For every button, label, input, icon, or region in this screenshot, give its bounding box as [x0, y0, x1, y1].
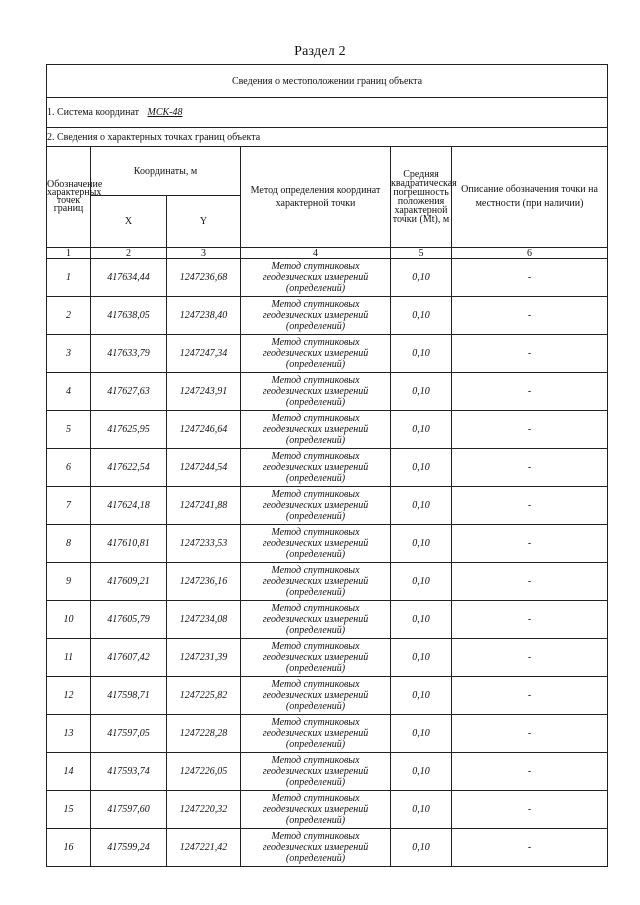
method: Метод спутниковых геодезических измерений (определений)	[241, 639, 391, 677]
header-rmse: Средняя квадратическая погрешность положения характерной точки (Mt), м	[391, 147, 452, 248]
column-number: 3	[167, 248, 241, 259]
coord-x: 417627,63	[91, 373, 167, 411]
table-row	[47, 449, 608, 487]
point-description: -	[452, 259, 608, 297]
coord-x: 417634,44	[91, 259, 167, 297]
coord-y: 1247233,53	[167, 525, 241, 563]
point-description: -	[452, 411, 608, 449]
method: Метод спутниковых геодезических измерений (определений)	[241, 753, 391, 791]
table-row	[47, 639, 608, 677]
rmse-value: 0,10	[391, 525, 452, 563]
rmse-value: 0,10	[391, 601, 452, 639]
method: Метод спутниковых геодезических измерений (определений)	[241, 373, 391, 411]
method: Метод спутниковых геодезических измерений (определений)	[241, 525, 391, 563]
method: Метод спутниковых геодезических измерений (определений)	[241, 335, 391, 373]
method: Метод спутниковых геодезических измерений (определений)	[241, 715, 391, 753]
coord-x: 417609,21	[91, 563, 167, 601]
column-number: 1	[47, 248, 91, 259]
table-title: Сведения о местоположении границ объекта	[47, 65, 608, 98]
point-description: -	[452, 791, 608, 829]
coord-x: 417610,81	[91, 525, 167, 563]
rmse-value: 0,10	[391, 639, 452, 677]
point-description: -	[452, 487, 608, 525]
table-row	[47, 601, 608, 639]
point-description: -	[452, 753, 608, 791]
table-row	[47, 753, 608, 791]
table-row	[47, 829, 608, 867]
coord-y: 1247236,68	[167, 259, 241, 297]
column-number: 2	[91, 248, 167, 259]
point-number: 2	[47, 297, 91, 335]
point-description: -	[452, 297, 608, 335]
method: Метод спутниковых геодезических измерений (определений)	[241, 259, 391, 297]
section-title: Раздел 2	[294, 44, 346, 59]
table-row	[47, 677, 608, 715]
coord-x: 417607,42	[91, 639, 167, 677]
point-description: -	[452, 525, 608, 563]
method: Метод спутниковых геодезических измерений (определений)	[241, 297, 391, 335]
point-number: 14	[47, 753, 91, 791]
coord-y: 1247234,08	[167, 601, 241, 639]
coord-x: 417597,60	[91, 791, 167, 829]
coord-system-value: МСК-48	[147, 107, 183, 118]
coord-x: 417599,24	[91, 829, 167, 867]
rmse-value: 0,10	[391, 563, 452, 601]
point-description: -	[452, 449, 608, 487]
header-method: Метод определения координат характерной точки	[241, 147, 391, 248]
point-number: 9	[47, 563, 91, 601]
method: Метод спутниковых геодезических измерений (определений)	[241, 829, 391, 867]
coord-x: 417633,79	[91, 335, 167, 373]
header-coords: Координаты, м	[91, 147, 241, 196]
point-description: -	[452, 829, 608, 867]
table-row	[47, 791, 608, 829]
column-number: 6	[452, 248, 608, 259]
point-number: 13	[47, 715, 91, 753]
header-index: Обозначение характерных точек границ	[47, 147, 91, 248]
table-row	[47, 335, 608, 373]
rmse-value: 0,10	[391, 487, 452, 525]
method: Метод спутниковых геодезических измерений (определений)	[241, 411, 391, 449]
rmse-value: 0,10	[391, 715, 452, 753]
point-number: 11	[47, 639, 91, 677]
coord-x: 417625,95	[91, 411, 167, 449]
point-number: 1	[47, 259, 91, 297]
coord-y: 1247226,05	[167, 753, 241, 791]
table-row	[47, 525, 608, 563]
point-number: 16	[47, 829, 91, 867]
boundary-table	[46, 64, 608, 867]
point-description: -	[452, 563, 608, 601]
table-row	[47, 373, 608, 411]
coord-y: 1247228,28	[167, 715, 241, 753]
point-number: 4	[47, 373, 91, 411]
method: Метод спутниковых геодезических измерений (определений)	[241, 563, 391, 601]
column-number: 4	[241, 248, 391, 259]
coord-y: 1247241,88	[167, 487, 241, 525]
coord-y: 1247238,40	[167, 297, 241, 335]
coord-y: 1247236,16	[167, 563, 241, 601]
coord-system-label: 1. Система координат	[47, 107, 140, 118]
point-description: -	[452, 601, 608, 639]
point-number: 5	[47, 411, 91, 449]
point-number: 10	[47, 601, 91, 639]
rmse-value: 0,10	[391, 335, 452, 373]
rmse-value: 0,10	[391, 753, 452, 791]
coord-y: 1247231,39	[167, 639, 241, 677]
point-description: -	[452, 639, 608, 677]
method: Метод спутниковых геодезических измерений (определений)	[241, 487, 391, 525]
coord-system-row	[47, 98, 608, 128]
column-number: 5	[391, 248, 452, 259]
coord-y: 1247243,91	[167, 373, 241, 411]
method: Метод спутниковых геодезических измерений (определений)	[241, 677, 391, 715]
rmse-value: 0,10	[391, 829, 452, 867]
rmse-value: 0,10	[391, 297, 452, 335]
column-numbers-row	[47, 248, 608, 259]
table-row	[47, 297, 608, 335]
header-y: Y	[167, 196, 241, 248]
rmse-value: 0,10	[391, 791, 452, 829]
coord-y: 1247247,34	[167, 335, 241, 373]
coord-y: 1247220,32	[167, 791, 241, 829]
header-x: X	[91, 196, 167, 248]
coord-x: 417622,54	[91, 449, 167, 487]
coord-x: 417598,71	[91, 677, 167, 715]
point-number: 12	[47, 677, 91, 715]
table-row	[47, 259, 608, 297]
point-description: -	[452, 335, 608, 373]
table-row	[47, 487, 608, 525]
table-row	[47, 563, 608, 601]
table-row	[47, 411, 608, 449]
coord-y: 1247246,64	[167, 411, 241, 449]
rmse-value: 0,10	[391, 373, 452, 411]
coord-x: 417638,05	[91, 297, 167, 335]
point-number: 8	[47, 525, 91, 563]
point-number: 3	[47, 335, 91, 373]
method: Метод спутниковых геодезических измерений (определений)	[241, 791, 391, 829]
coord-y: 1247244,54	[167, 449, 241, 487]
rmse-value: 0,10	[391, 677, 452, 715]
rmse-value: 0,10	[391, 259, 452, 297]
header-description: Описание обозначения точки на местности (при наличии)	[452, 147, 608, 248]
point-number: 15	[47, 791, 91, 829]
table-row	[47, 715, 608, 753]
coord-y: 1247221,42	[167, 829, 241, 867]
point-number: 6	[47, 449, 91, 487]
coord-x: 417593,74	[91, 753, 167, 791]
point-description: -	[452, 715, 608, 753]
method: Метод спутниковых геодезических измерений (определений)	[241, 449, 391, 487]
rmse-value: 0,10	[391, 411, 452, 449]
coord-y: 1247225,82	[167, 677, 241, 715]
point-description: -	[452, 677, 608, 715]
rmse-value: 0,10	[391, 449, 452, 487]
point-description: -	[452, 373, 608, 411]
method: Метод спутниковых геодезических измерений (определений)	[241, 601, 391, 639]
coord-x: 417597,05	[91, 715, 167, 753]
points-title: 2. Сведения о характерных точках границ объекта	[47, 128, 608, 147]
point-number: 7	[47, 487, 91, 525]
coord-x: 417605,79	[91, 601, 167, 639]
coord-x: 417624,18	[91, 487, 167, 525]
